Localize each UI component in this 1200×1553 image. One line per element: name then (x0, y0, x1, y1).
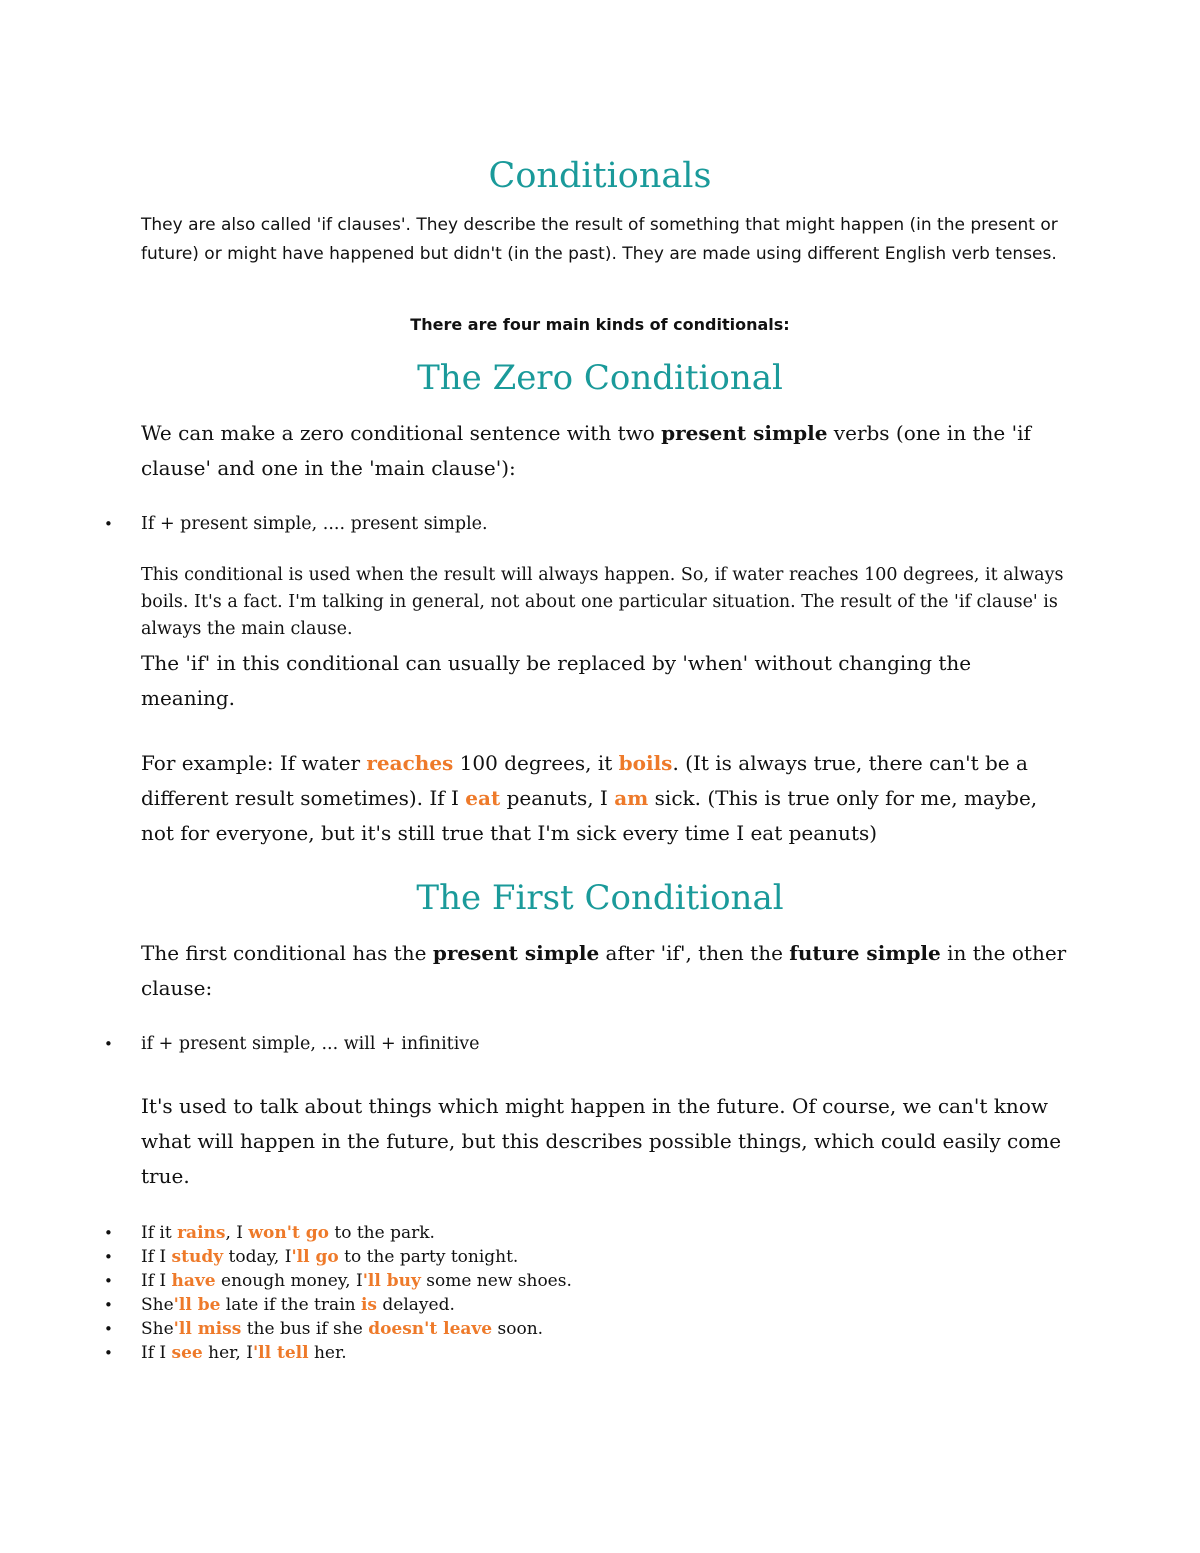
text-run: peanuts, I (500, 786, 615, 810)
example-sentence (141, 1293, 455, 1317)
highlighted-verb: have (171, 1271, 216, 1291)
zero-when-paragraph: The 'if' in this conditional can usually be replaced by 'when' without changing the meaning. (141, 651, 972, 710)
first-formula-bullet (104, 1032, 1074, 1056)
bold-term: present simple (432, 941, 600, 965)
bullet-dot: • (104, 1224, 113, 1242)
text-run: some new shoes. (420, 1271, 572, 1291)
text-run: her. (308, 1343, 347, 1363)
text-run: If I (141, 1271, 172, 1291)
formula-text: If + present simple, .... present simple. (141, 514, 488, 534)
text-run: She (141, 1319, 174, 1339)
text-run: sick. (This is true only for me, maybe, not for everyone, but it's still true that I'm sick every time I eat peanuts) (141, 786, 1038, 845)
text-run: If I (141, 1343, 172, 1363)
highlighted-verb: is (360, 1295, 377, 1315)
text-run: She (141, 1295, 174, 1315)
list-item (104, 1317, 1074, 1341)
text-run: For example: If water (141, 751, 367, 775)
text-run: delayed. (376, 1295, 455, 1315)
highlighted-verb: doesn't leave (368, 1319, 493, 1339)
first-examples-list (104, 1221, 1074, 1365)
text-run: late if the train (220, 1295, 361, 1315)
text-run: 100 degrees, it (453, 751, 619, 775)
text-run: We can make a zero conditional sentence with two (141, 421, 662, 445)
page-title: Conditionals (488, 156, 712, 196)
example-sentence (141, 1245, 518, 1269)
bullet-dot: • (104, 515, 113, 533)
highlighted-verb: see (171, 1343, 203, 1363)
zero-conditional-heading: The Zero Conditional (417, 358, 783, 398)
text-run: . (It is always true, there can't be a different result sometimes). If I (141, 751, 1028, 810)
bullet-dot: • (104, 1344, 113, 1362)
highlighted-verb: 'll go (291, 1247, 339, 1267)
highlighted-verb: 'll tell (252, 1343, 309, 1363)
text-run: to the party tonight. (338, 1247, 519, 1267)
text-run: enough money, I (215, 1271, 363, 1291)
highlighted-verb: study (171, 1247, 224, 1267)
intro-paragraph: They are also called 'if clauses'. They describe the result of something that might happen (in the present or future) or might have happened but didn't (in the past). They are made using different English verb tenses. (141, 215, 1058, 264)
highlighted-verb: 'll miss (173, 1319, 242, 1339)
text-run: her, I (202, 1343, 253, 1363)
highlighted-verb: am (614, 786, 649, 810)
text-run: today, I (223, 1247, 292, 1267)
text-run: the bus if she (241, 1319, 369, 1339)
example-sentence (141, 1341, 347, 1365)
text-run: after 'if', then the (599, 941, 790, 965)
bullet-dot: • (104, 1248, 113, 1266)
zero-formula-bullet (104, 512, 1074, 536)
bold-term: future simple (789, 941, 941, 965)
formula-text: if + present simple, ... will + infinitive (141, 1034, 480, 1054)
highlighted-verb: won't go (248, 1223, 329, 1243)
text-run: soon. (492, 1319, 544, 1339)
text-run: If it (141, 1223, 178, 1243)
zero-structure-paragraph (141, 416, 1071, 486)
kinds-heading: There are four main kinds of conditionals: (410, 315, 790, 334)
list-item (104, 1245, 1074, 1269)
text-run: to the park. (328, 1223, 435, 1243)
list-item (104, 1293, 1074, 1317)
first-structure-paragraph (141, 936, 1071, 1006)
zero-usage-paragraph: This conditional is used when the result will always happen. So, if water reaches 100 degrees, it always boils. It's a fact. I'm talking in general, not about one particular situation. The result of the 'if clause' is always the main clause. (141, 565, 1064, 639)
example-sentence (141, 1221, 435, 1245)
highlighted-verb: boils (618, 751, 673, 775)
text-run: If I (141, 1247, 172, 1267)
example-sentence (141, 1317, 543, 1341)
bullet-dot: • (104, 1296, 113, 1314)
bold-term: present simple (661, 421, 828, 445)
list-item (104, 1221, 1074, 1245)
highlighted-verb: reaches (366, 751, 454, 775)
example-sentence (141, 1269, 572, 1293)
text-run: in the other clause: (141, 941, 1067, 1000)
highlighted-verb: 'll buy (362, 1271, 421, 1291)
bullet-dot: • (104, 1035, 113, 1053)
first-conditional-heading: The First Conditional (416, 878, 784, 918)
text-run: The first conditional has the (141, 941, 433, 965)
text-run: verbs (one in the 'if clause' and one in the 'main clause'): (141, 421, 1031, 480)
bullet-dot: • (104, 1272, 113, 1290)
text-run: , I (225, 1223, 249, 1243)
bullet-dot: • (104, 1320, 113, 1338)
first-usage-paragraph: It's used to talk about things which might happen in the future. Of course, we can't know what will happen in the future, but this describes possible things, which could easily come true. (141, 1094, 1062, 1188)
list-item (104, 1341, 1074, 1365)
highlighted-verb: eat (465, 786, 501, 810)
highlighted-verb: rains (177, 1223, 226, 1243)
highlighted-verb: 'll be (173, 1295, 221, 1315)
zero-example-paragraph (141, 746, 1071, 851)
list-item (104, 1269, 1074, 1293)
